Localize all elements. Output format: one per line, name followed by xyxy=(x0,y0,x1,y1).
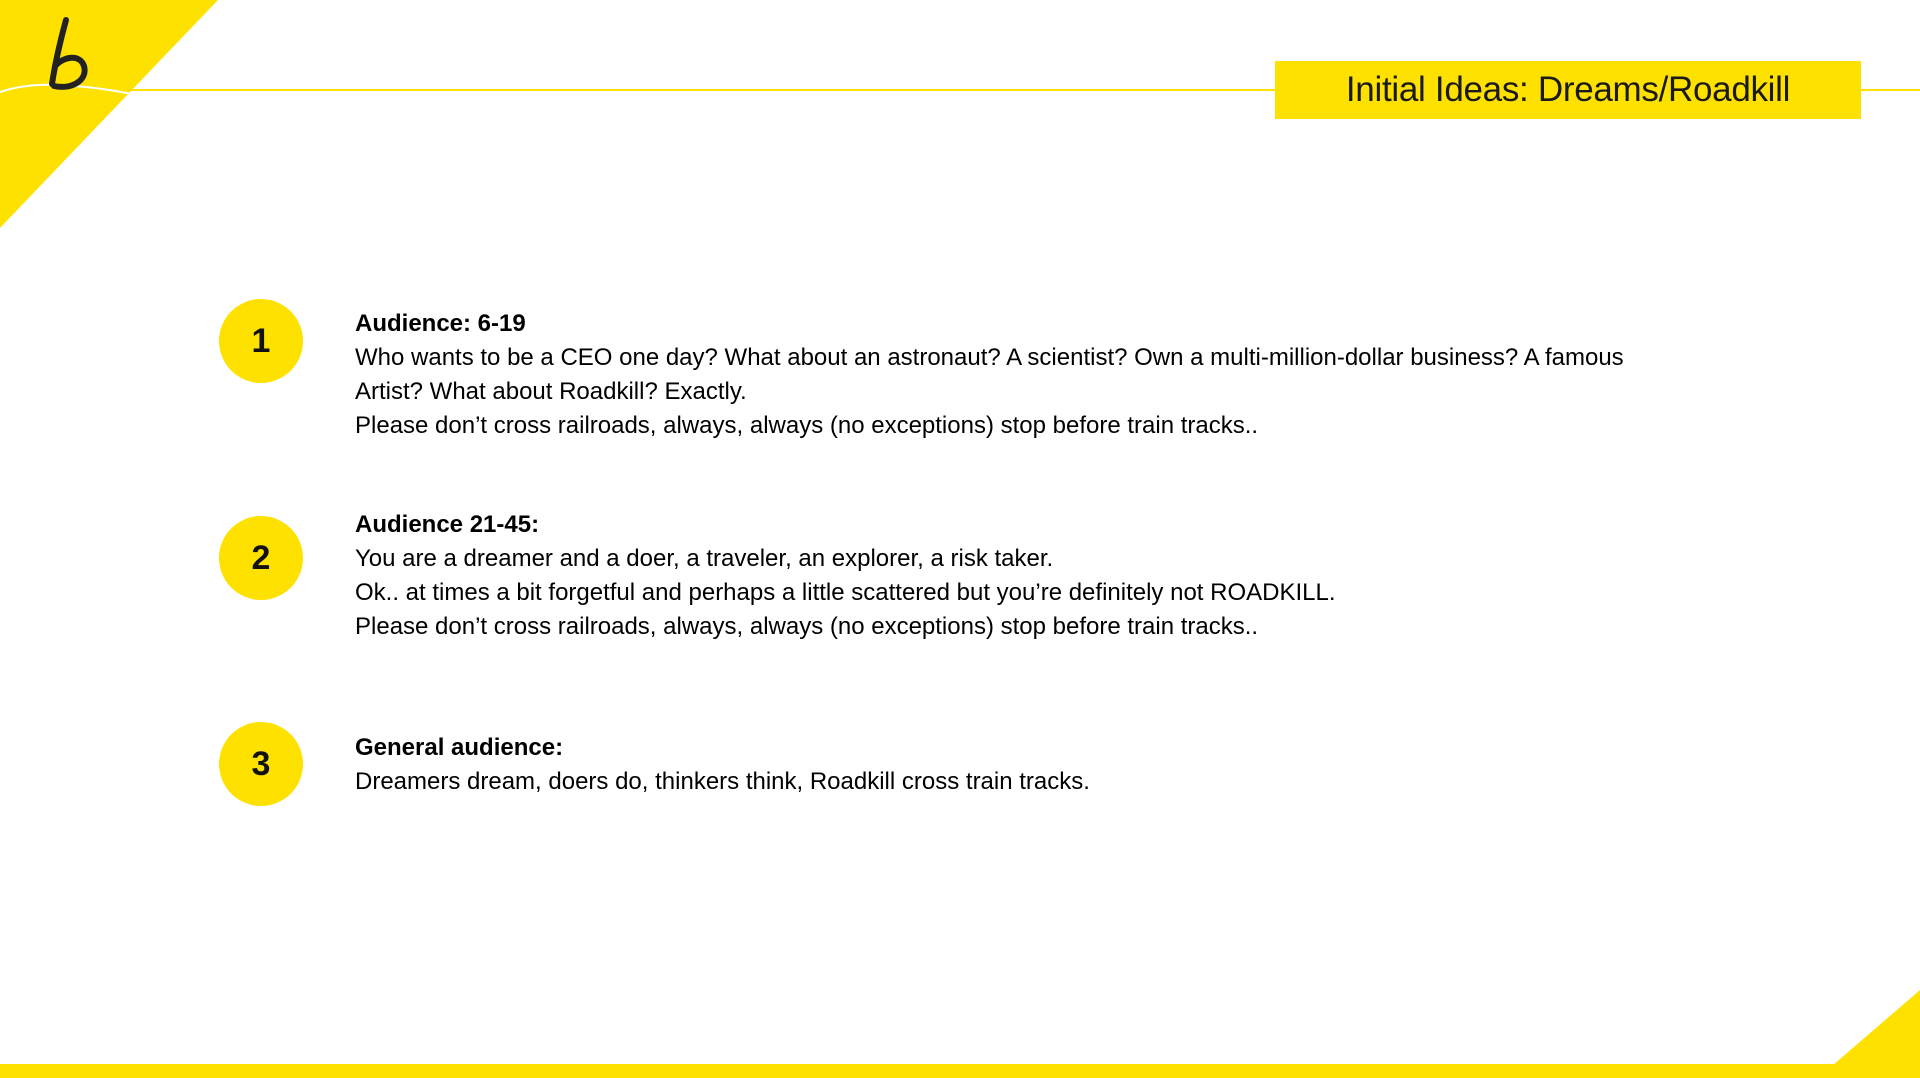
item-line: Artist? What about Roadkill? Exactly. xyxy=(355,378,747,405)
item-heading: General audience: xyxy=(355,734,564,761)
title-banner xyxy=(1275,61,1861,119)
item-line: Dreamers dream, doers do, thinkers think, Roadkill cross train tracks. xyxy=(355,768,1090,795)
bottom-bar xyxy=(0,1064,1920,1078)
item-heading: Audience 21-45: xyxy=(355,511,540,538)
item-line: Ok.. at times a bit forgetful and perhaps a little scattered but you’re definitely not ROADKILL. xyxy=(355,579,1336,606)
page-title: Initial Ideas: Dreams/Roadkill xyxy=(1345,70,1791,109)
number-badge: 2 xyxy=(219,516,303,600)
b-logo-icon xyxy=(0,0,140,110)
item-text-block xyxy=(355,307,1755,443)
number-badge: 3 xyxy=(219,722,303,806)
item-line: Please don’t cross railroads, always, always (no exceptions) stop before train tracks.. xyxy=(355,412,1259,439)
item-heading: Audience: 6-19 xyxy=(355,310,526,337)
number-badge: 1 xyxy=(219,299,303,383)
item-line: You are a dreamer and a doer, a traveler, an explorer, a risk taker. xyxy=(355,545,1054,572)
item-line: Who wants to be a CEO one day? What about an astronaut? A scientist? Own a multi-million-dollar business? A famous xyxy=(355,344,1624,371)
item-text-block xyxy=(355,508,1755,644)
item-text-block xyxy=(355,731,1755,799)
item-line: Please don’t cross railroads, always, always (no exceptions) stop before train tracks.. xyxy=(355,613,1259,640)
